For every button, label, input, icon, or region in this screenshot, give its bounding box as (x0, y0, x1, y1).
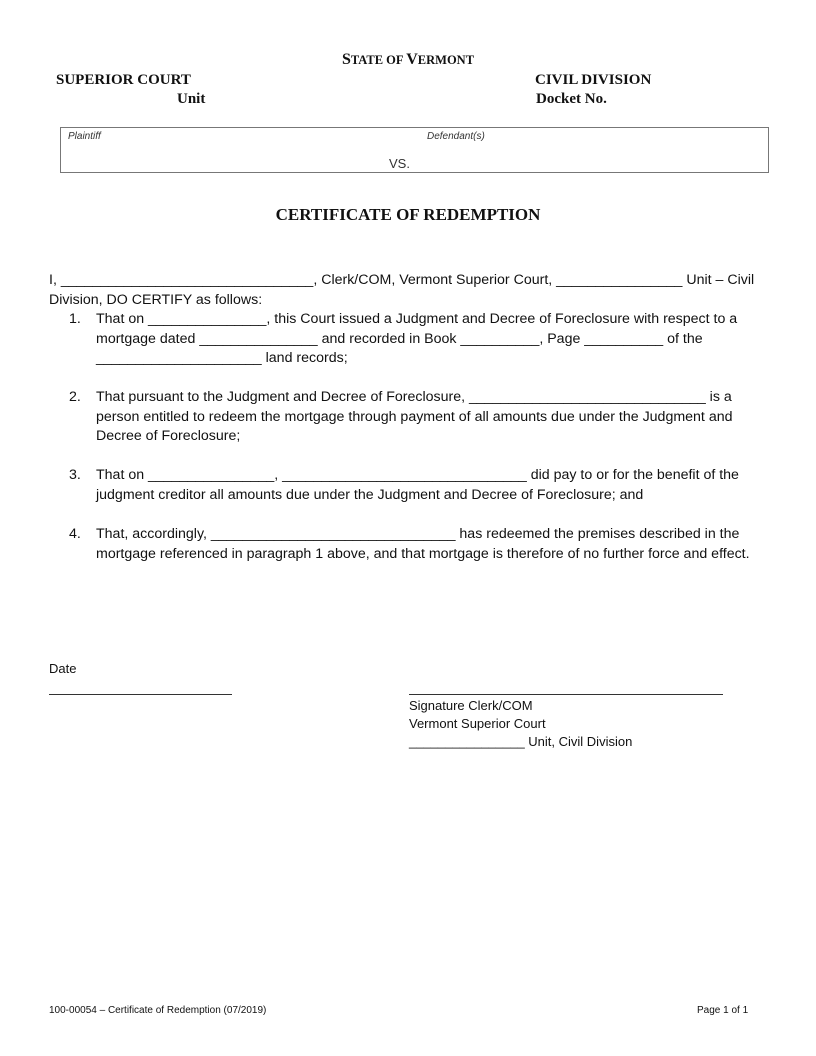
defendant-label: Defendant(s) (427, 131, 485, 142)
date-line (49, 694, 232, 695)
state-heading: STATE OF VERMONT (341, 51, 475, 68)
form-id: 100-00054 – Certificate of Redemption (07/2019) (49, 1005, 267, 1016)
paragraph-number: 2. (69, 389, 81, 405)
signature-line (409, 694, 723, 695)
paragraph-text: That on _______________, this Court issued a Judgment and Decree of Foreclosure with respect to a mortgage dated _______________ and recorded in Book __________, Page __________ of the _____________________ land records; (96, 311, 738, 366)
intro-text (49, 271, 771, 310)
paragraph-3 (49, 466, 771, 505)
paragraph-text: That on ________________, _______________________________ did pay to or for the benefit of the judgment creditor all amounts due under the Judgment and Decree of Foreclosure; and (96, 467, 739, 503)
court-label: Vermont Superior Court (409, 716, 546, 731)
paragraph-number: 4. (69, 526, 81, 542)
document-title: CERTIFICATE OF REDEMPTION (275, 205, 541, 224)
unit-label: Unit (177, 91, 206, 107)
docket-label: Docket No. (536, 91, 607, 107)
parties-box (60, 127, 769, 173)
date-label: Date (49, 661, 77, 676)
paragraph-number: 3. (69, 467, 81, 483)
paragraph-4 (49, 525, 771, 564)
paragraph-text: That pursuant to the Judgment and Decree of Foreclosure, ______________________________ is a person entitled to redeem the mortgage through payment of all amounts due under the Judgment and Decree of Foreclosure; (96, 389, 733, 444)
paragraph-text: That, accordingly, _______________________________ has redeemed the premises described in the mortgage referenced in paragraph 1 above, and that mortgage is therefore of no further force and effect. (96, 526, 750, 562)
division-label: CIVIL DIVISION (535, 72, 652, 88)
paragraph-2 (49, 388, 771, 447)
paragraph-1 (49, 310, 771, 369)
signature-label: Signature Clerk/COM (409, 698, 533, 713)
versus-label: VS. (389, 156, 410, 171)
plaintiff-label: Plaintiff (68, 131, 101, 142)
paragraph-number: 1. (69, 311, 81, 327)
intro-line-2: Division, DO CERTIFY as follows: (49, 291, 263, 308)
page-number: Page 1 of 1 (697, 1005, 749, 1016)
unit-division-label: ________________ Unit, Civil Division (409, 734, 633, 749)
court-name: SUPERIOR COURT (56, 72, 191, 88)
intro-line-1: I, ________________________________, Clerk/COM, Vermont Superior Court, ________________ Unit – Civil (49, 272, 755, 288)
